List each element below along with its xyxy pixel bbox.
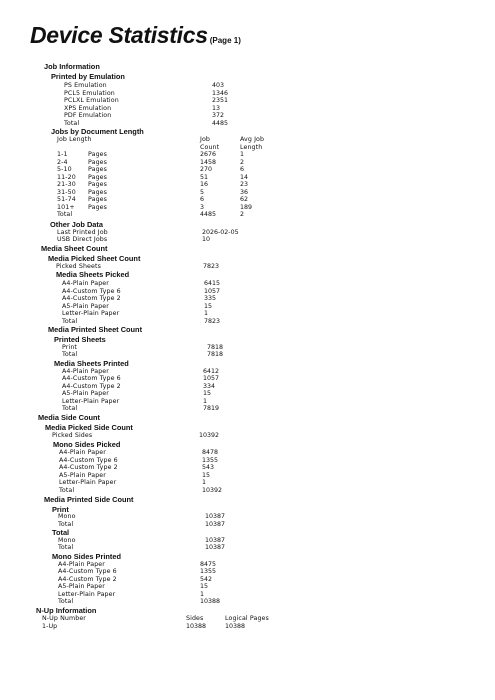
media-printed-sheet-count-heading: Media Printed Sheet Count <box>48 325 143 334</box>
length-unit: Pages <box>88 188 108 196</box>
mono-sides-printed-heading: Mono Sides Printed <box>52 551 121 561</box>
printed-sheets-print-value: 7818 <box>207 343 224 351</box>
avg-length-column-header: Avg Job <box>240 136 265 143</box>
emulation-row-value: 1346 <box>212 89 229 97</box>
title-text: Device Statistics <box>30 22 208 48</box>
sides-printed-row-label: A5-Plain Paper <box>58 583 105 590</box>
sheets-printed-row-value: 15 <box>203 390 212 397</box>
sides-picked-row-value: 1 <box>202 479 207 486</box>
nup-sides-column-header: Sides <box>186 615 204 622</box>
sheets-printed-row-value: 1057 <box>203 375 220 382</box>
picked-sides-label: Picked Sides <box>52 431 93 439</box>
length-unit: Pages <box>88 173 108 181</box>
sides-printed-total-label: Total <box>58 598 74 605</box>
usb-direct-jobs-label: USB Direct Jobs <box>57 236 108 243</box>
job-length-column-header: Job Length <box>57 136 92 143</box>
sides-printed-row-value: 15 <box>200 583 209 590</box>
picked-sheets-value: 7823 <box>203 262 220 270</box>
sides-printed-row-value: 542 <box>200 575 213 583</box>
sides-printed-total-value: 10388 <box>200 598 221 605</box>
sheets-picked-row-value: 335 <box>204 295 217 302</box>
length-range: 31-50 <box>57 188 76 196</box>
length-total-count: 4485 <box>200 211 217 218</box>
nup-number-column-header: N-Up Number <box>42 615 86 622</box>
print-total-value: 10387 <box>205 520 226 528</box>
avg-length-column-header-2: Length <box>240 143 263 151</box>
sheets-picked-total-label: Total <box>62 317 78 325</box>
length-unit: Pages <box>88 181 108 188</box>
length-range: 21-30 <box>57 181 76 188</box>
emulation-row-label: PCLXL Emulation <box>64 97 119 104</box>
total-total-label: Total <box>58 544 74 551</box>
length-count: 6 <box>200 196 205 203</box>
last-printed-job-label: Last Printed Job <box>57 228 108 236</box>
job-count-column-header-2: Count <box>200 143 220 151</box>
sheets-picked-row-value: 6415 <box>204 280 221 287</box>
emulation-row-label: PS Emulation <box>64 82 107 89</box>
picked-sheets-label: Picked Sheets <box>56 262 101 270</box>
sheets-printed-total-label: Total <box>62 405 78 412</box>
total-heading: Total <box>52 528 70 537</box>
sides-picked-total-value: 10392 <box>202 486 223 494</box>
printed-sheets-total-value: 7818 <box>207 351 224 358</box>
total-total-value: 10387 <box>205 544 226 551</box>
length-unit: Pages <box>88 203 108 211</box>
sides-printed-row-label: A4-Plain Paper <box>58 560 105 568</box>
media-side-count-heading: Media Side Count <box>38 413 101 422</box>
last-printed-job-value: 2026-02-05 <box>202 228 239 236</box>
sides-picked-row-label: A4-Custom Type 6 <box>59 456 118 464</box>
printed-sheets-heading: Printed Sheets <box>54 334 106 344</box>
sides-picked-row-value: 1355 <box>202 456 219 464</box>
print-mono-label: Mono <box>58 513 76 520</box>
sheets-picked-row-value: 15 <box>204 302 213 310</box>
length-unit: Pages <box>88 151 108 158</box>
total-mono-label: Mono <box>58 536 76 544</box>
sides-picked-row-label: A5-Plain Paper <box>59 471 106 479</box>
print-mono-value: 10387 <box>205 513 226 520</box>
length-avg: 23 <box>240 181 249 188</box>
length-range: 51-74 <box>57 196 76 203</box>
sides-picked-row-value: 15 <box>202 471 211 479</box>
sides-picked-row-label: A4-Custom Type 2 <box>59 464 118 471</box>
media-printed-side-count-heading: Media Printed Side Count <box>44 494 134 504</box>
length-range: 101+ <box>57 203 75 211</box>
length-avg: 62 <box>240 196 249 203</box>
sheets-printed-total-value: 7819 <box>203 405 220 412</box>
length-unit: Pages <box>88 196 108 203</box>
sides-picked-row-label: Letter-Plain Paper <box>59 479 117 486</box>
length-avg: 14 <box>240 173 249 181</box>
job-count-column-header: Job <box>200 136 211 143</box>
sides-printed-row-label: A4-Custom Type 2 <box>58 575 117 583</box>
emulation-total-label: Total <box>64 119 80 127</box>
nup-row-logical: 10388 <box>225 622 246 630</box>
length-total-avg: 2 <box>240 211 245 218</box>
nup-row-label: 1-Up <box>42 622 58 630</box>
other-job-data-heading: Other Job Data <box>50 219 103 229</box>
sides-printed-row-label: A4-Custom Type 6 <box>58 568 117 575</box>
length-total-label: Total <box>57 211 73 218</box>
length-range: 2-4 <box>57 158 68 166</box>
length-avg: 36 <box>240 188 249 196</box>
sides-picked-row-value: 8478 <box>202 449 219 456</box>
sheets-picked-row-value: 1057 <box>204 287 221 295</box>
job-information-heading: Job Information <box>44 62 100 71</box>
jobs-by-length-heading: Jobs by Document Length <box>51 127 144 136</box>
sheets-printed-row-label: Letter-Plain Paper <box>62 397 120 405</box>
page-title <box>30 22 241 49</box>
nup-row-sides: 10388 <box>186 622 207 630</box>
sides-picked-row-label: A4-Plain Paper <box>59 449 106 456</box>
sides-printed-row-value: 1 <box>200 590 205 598</box>
media-sheets-printed-heading: Media Sheets Printed <box>54 359 129 368</box>
sides-picked-total-label: Total <box>59 486 75 494</box>
sheets-picked-total-value: 7823 <box>204 317 221 325</box>
media-picked-side-count-heading: Media Picked Side Count <box>45 422 133 432</box>
nup-logical-pages-column-header: Logical Pages <box>225 615 269 622</box>
emulation-row-value: 2351 <box>212 97 229 104</box>
length-avg: 2 <box>240 158 245 166</box>
sheets-picked-row-label: A4-Custom Type 6 <box>62 287 121 295</box>
sides-printed-row-label: Letter-Plain Paper <box>58 590 116 598</box>
print-heading: Print <box>52 504 69 514</box>
sheets-picked-row-label: A4-Custom Type 2 <box>62 295 121 302</box>
emulation-row-value: 13 <box>212 104 221 112</box>
mono-sides-picked-heading: Mono Sides Picked <box>53 439 121 449</box>
length-count: 51 <box>200 173 209 181</box>
emulation-row-value: 372 <box>212 112 225 119</box>
picked-sides-value: 10392 <box>199 431 220 439</box>
printed-by-emulation-heading: Printed by Emulation <box>51 72 125 81</box>
emulation-row-value: 403 <box>212 82 225 89</box>
length-unit: Pages <box>88 166 108 173</box>
usb-direct-jobs-value: 10 <box>202 236 211 243</box>
page-number-label: (Page 1) <box>209 36 241 45</box>
sheets-printed-row-label: A4-Custom Type 2 <box>62 382 121 390</box>
media-picked-sheet-count-heading: Media Picked Sheet Count <box>48 254 141 263</box>
sheets-picked-row-label: A4-Plain Paper <box>62 280 109 287</box>
sheets-picked-row-label: A5-Plain Paper <box>62 302 109 310</box>
sheets-printed-row-label: A4-Plain Paper <box>62 367 109 375</box>
emulation-row-label: PCL5 Emulation <box>64 89 115 97</box>
sheets-printed-row-label: A5-Plain Paper <box>62 390 109 397</box>
sheets-picked-row-value: 1 <box>204 310 209 317</box>
length-avg: 6 <box>240 166 245 173</box>
printed-sheets-print-label: Print <box>62 343 77 351</box>
sides-printed-row-value: 1355 <box>200 568 217 575</box>
sheets-printed-row-value: 1 <box>203 397 208 405</box>
emulation-row-label: PDF Emulation <box>64 112 112 119</box>
length-count: 270 <box>200 166 213 173</box>
total-mono-value: 10387 <box>205 536 226 544</box>
emulation-row-label: XPS Emulation <box>64 104 112 112</box>
length-range: 11-20 <box>57 173 76 181</box>
length-count: 16 <box>200 181 209 188</box>
sides-printed-row-value: 8475 <box>200 560 217 568</box>
sides-picked-row-value: 543 <box>202 464 215 471</box>
length-avg: 189 <box>240 203 253 211</box>
length-count: 2676 <box>200 151 217 158</box>
length-count: 3 <box>200 203 205 211</box>
media-sheets-picked-heading: Media Sheets Picked <box>56 270 130 279</box>
media-sheet-count-heading: Media Sheet Count <box>41 244 108 253</box>
length-count: 1458 <box>200 158 217 166</box>
length-range: 1-1 <box>57 151 68 158</box>
nup-information-heading: N-Up Information <box>36 605 97 615</box>
length-unit: Pages <box>88 158 108 166</box>
emulation-total-value: 4485 <box>212 119 229 127</box>
sheets-picked-row-label: Letter-Plain Paper <box>62 310 120 317</box>
length-avg: 1 <box>240 151 245 158</box>
sheets-printed-row-value: 6412 <box>203 367 220 375</box>
printed-sheets-total-label: Total <box>62 351 78 358</box>
sheets-printed-row-label: A4-Custom Type 6 <box>62 375 121 382</box>
print-total-label: Total <box>58 520 74 528</box>
length-range: 5-10 <box>57 166 72 173</box>
length-count: 5 <box>200 188 205 196</box>
sheets-printed-row-value: 334 <box>203 382 216 390</box>
